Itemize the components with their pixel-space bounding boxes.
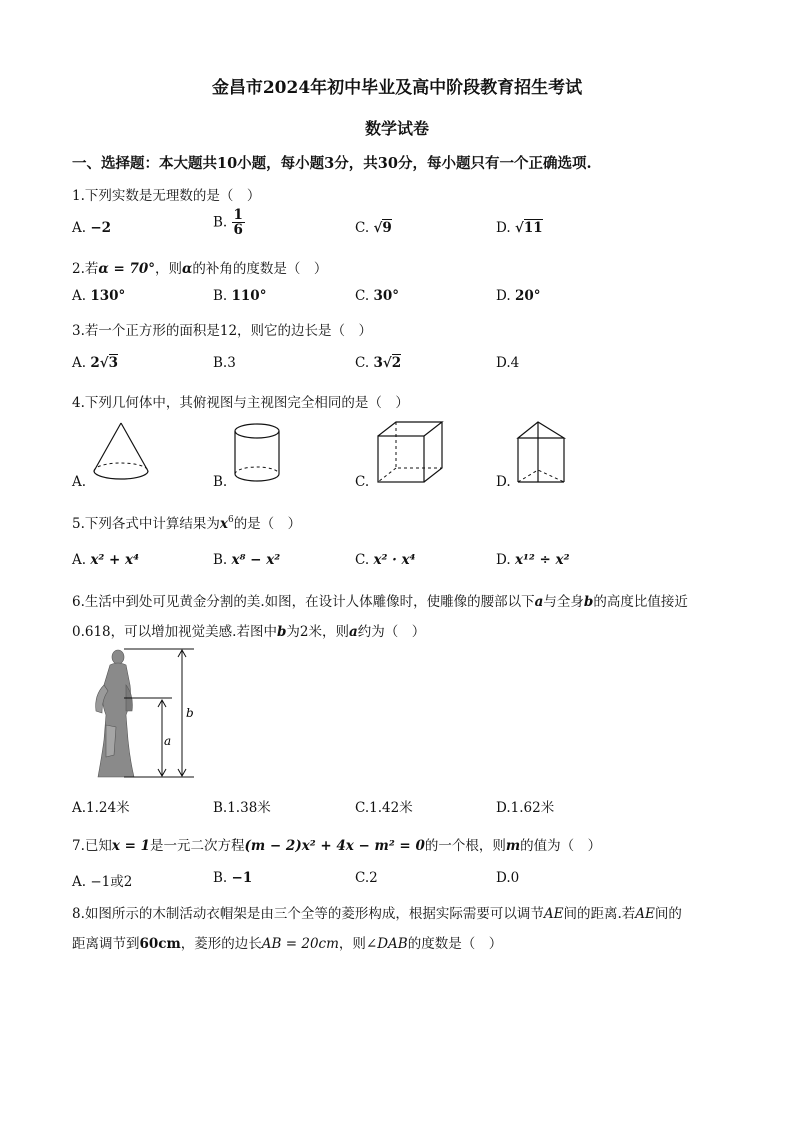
question-6-line2: 0.618，可以增加视觉美感.若图中b为2米，则a约为（ ） (72, 624, 426, 640)
exam-subtitle: 数学试卷 (364, 119, 429, 138)
fraction: $\frac{1}{6}$ (233, 207, 243, 239)
question-7-stem: 7.已知x = 1是一元二次方程(m − 2)x² + 4x − m² = 0的一个根，则m的值为（ ） (72, 838, 602, 854)
q2-option-c: C. 30° (355, 288, 399, 304)
q5-option-b: B. x⁸ − x² (213, 552, 281, 568)
q4-option-a-label: A. (72, 474, 87, 490)
q1-option-c: C. √9 (355, 220, 392, 236)
question-3-stem: 3.若一个正方形的面积是12，则它的边长是（ ） (72, 323, 373, 339)
label-b: b (186, 706, 194, 720)
q7-option-d: D.0 (496, 870, 520, 886)
q3-option-d: D.4 (496, 355, 520, 371)
q3-option-b: B.3 (213, 355, 236, 371)
q3-option-a: A. 2√3 (72, 355, 119, 371)
q4-option-b-label: B. (213, 474, 228, 490)
q7-option-b: B. −1 (213, 870, 253, 886)
q6-option-a: A.1.24米 (72, 800, 130, 816)
cube-icon (374, 418, 446, 486)
statue-figure (86, 645, 200, 785)
question-8-line1: 8.如图所示的木制活动衣帽架是由三个全等的菱形构成，根据实际需要可以调节AE间的距离.若AE间的 (72, 906, 682, 922)
question-4-stem: 4.下列几何体中，其俯视图与主视图完全相同的是（ ） (72, 395, 409, 411)
question-5-stem: 5.下列各式中计算结果为$x^6$的是（ ） (72, 515, 302, 532)
q1-option-d: D. √11 (496, 220, 543, 236)
q2-option-d: D. 20° (496, 288, 541, 304)
q2-option-b: B. 110° (213, 288, 267, 304)
q3-option-c: C. 3√2 (355, 355, 402, 371)
statue-icon (96, 650, 134, 777)
q4-option-d-label: D. (496, 474, 511, 490)
q7-option-a: A. −1或2 (72, 874, 133, 890)
triangular-prism-icon (514, 418, 570, 486)
question-8-line2: 距离调节到60cm，菱形的边长AB = 20cm，则∠DAB的度数是（ ） (72, 936, 503, 952)
question-1-stem: 1.下列实数是无理数的是（ ） (72, 188, 261, 204)
cylinder-icon (230, 420, 284, 486)
q4-option-c-label: C. (355, 474, 370, 490)
q5-option-a: A. x² + x⁴ (72, 552, 139, 568)
q6-option-c: C.1.42米 (355, 800, 413, 816)
q5-option-c: C. x² · x⁴ (355, 552, 416, 568)
q5-option-d: D. x¹² ÷ x² (496, 552, 570, 568)
label-a: a (164, 734, 172, 748)
question-2-stem: 2.若α = 70°，则α的补角的度数是（ ） (72, 261, 328, 277)
cone-icon (90, 420, 152, 486)
q1-option-a: A. −2 (72, 220, 112, 236)
q6-option-d: D.1.62米 (496, 800, 555, 816)
q1-option-b: B. $\frac{1}{6}$ (213, 207, 243, 239)
q7-option-c: C.2 (355, 870, 378, 886)
exam-title: 金昌市2024年初中毕业及高中阶段教育招生考试 (211, 78, 583, 98)
q6-option-b: B.1.38米 (213, 800, 271, 816)
section-heading: 一、选择题：本大题共10小题，每小题3分，共30分，每小题只有一个正确选项. (72, 155, 592, 172)
question-6-line1: 6.生活中到处可见黄金分割的美.如图，在设计人体雕像时，使雕像的腰部以下a与全身b的高度比值接近 (72, 594, 688, 610)
q2-option-a: A. 130° (72, 288, 126, 304)
